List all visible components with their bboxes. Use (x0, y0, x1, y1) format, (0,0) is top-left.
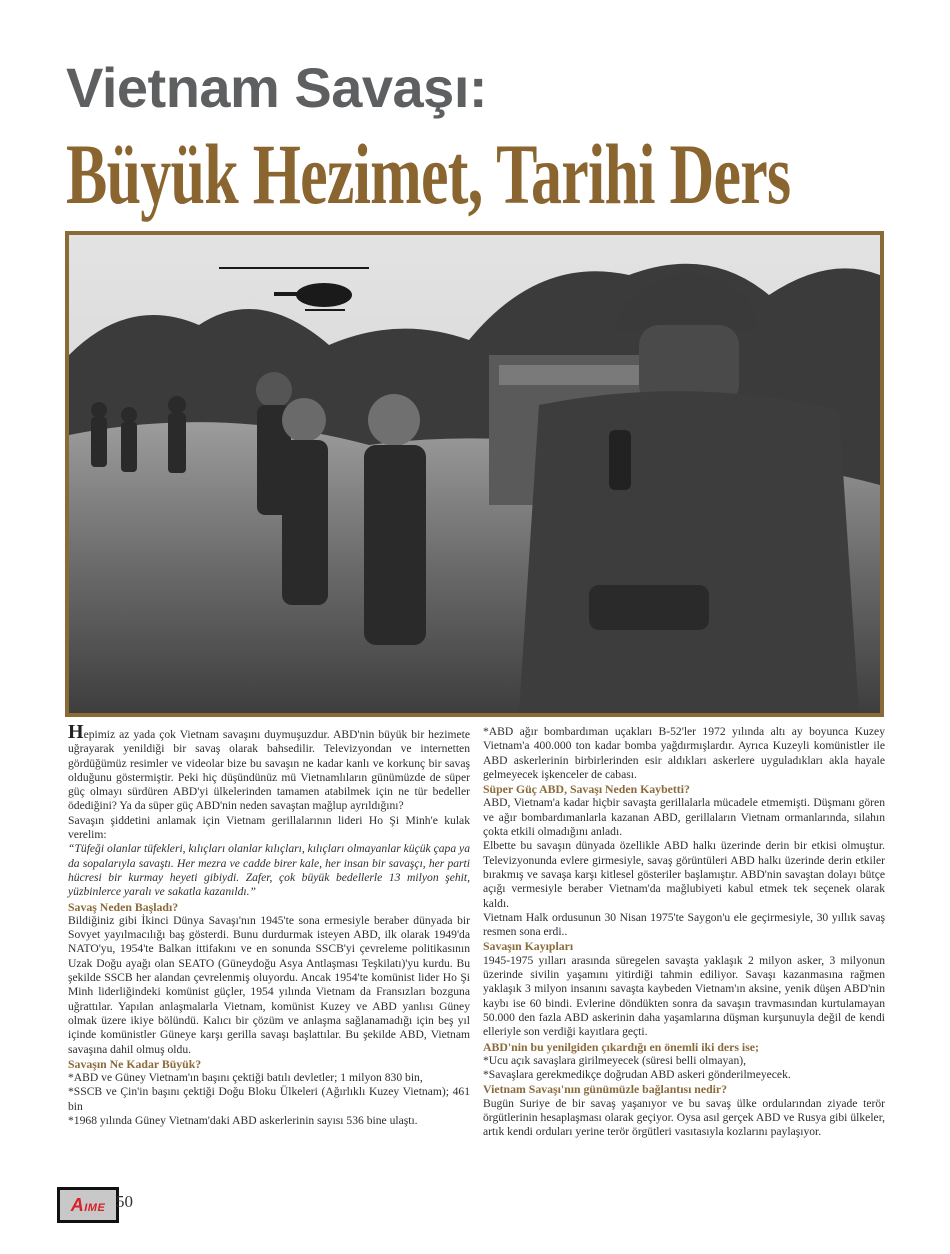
paragraph: Bugün Suriye de bir savaş yaşanıyor ve bu savaş ülke ordularından ziyade terör örgütlerinin hesaplaşması olarak geçiyor. Oysa asıl gerçek ABD ve Rusya gibi ülkeler, artık kendi orduları yerine terör örgütleri vasıtasıyla kozlarını paylaşıyor. (483, 1096, 885, 1139)
paragraph: Vietnam Halk ordusunun 30 Nisan 1975'te Saygon'u ele geçirmesiyle, 30 yıllık savaş resmen sona erdi.. (483, 910, 885, 939)
section-heading: ABD'nin bu yenilgiden çıkardığı en önemli iki ders ise; (483, 1039, 759, 1054)
ho-chi-minh-quote: “Tüfeği olanlar tüfekleri, kılıçları olanlar kılıçları, kılıçları olmayanlar küçük çapa ya da sopalarıyla savaştı. Her mezra ve cadde birer kale, her insan bir savaşçı, her parti hücresi bir kurmay heyeti gibiydi. Zafer, çok büyük bedellerle 13 milyon şehit, yüzbinlerce yaralı ve sakatla kazanıldı.” (68, 842, 470, 899)
article-title: Vietnam Savaşı: (66, 56, 488, 119)
section-heading: Savaşın Ne Kadar Büyük? (68, 1056, 202, 1071)
paragraph: Savaşın şiddetini anlamak için Vietnam gerillalarının lideri Ho Şi Minh'e kulak verelim: (68, 813, 470, 842)
list-item: *SSCB ve Çin'in başını çektiği Doğu Bloku Ülkeleri (Ağırlıklı Kuzey Vietnam); 461 bin (68, 1085, 470, 1113)
logo-text: IME (84, 1201, 106, 1214)
intro-text: epimiz az yada çok Vietnam savaşını duymuşuzdur. ABD'nin büyük bir hezimete uğrayarak yenildiği bir savaş olarak bahsedilir. Televizyondan ve internetten gördüğümüz resimler ve videolar bize bu savaşın ne kadar kanlı ve korkunç bir savaş olduğunu göstermiştir. Peki hiç düşündünüz mü Vietnamlıların günümüzde de süper güç olmayı sürdüren ABD'yi ülkelerinden tamamen atabilmek için ne tür bedeller ödediğini? Ya da süper güç ABD'nin neden savaştan mağlup ayrıldığını? (68, 728, 470, 813)
paragraph: 1945-1975 yılları arasında süregelen savaşta yaklaşık 2 milyon asker, 3 milyonun üzerinde sivilin yaşamını yitirdiği tahmin ediliyor. Savaşı kazanmasına rağmen yaklaşık 3 milyon insanını savaşta kaybeden Vietnam'ın aksine, yenik düşen ABD'nin kaybı ise 60 bindi. Evlerine döndükten sonra da savaşın travmasından kurtulamayan 50.000 den fazla ABD askerinin daha yaşamlarına düşman kurşunuyla değil de kendi elleriyle son verdiği kayıtlara geçti. (483, 953, 885, 1039)
list-item: *ABD ve Güney Vietnam'ın başını çektiği batılı devletler; 1 milyon 830 bin, (68, 1071, 423, 1085)
paragraph: Elbette bu savaşın dünyada özellikle ABD halkı üzerinde derin bir etkisi olmuştur. Televizyonunda evlere girmesiyle, savaş görüntüleri ABD halkı üzerinde derin etkiler bırakmış ve savaşa karşı kitlesel gösteriler başlamıştır. ABD'nin savaştan dolayı bütçe açığı vermesiyle beraber Vietnam'da mağlubiyeti kabul etmek tek seçenek olarak kaldı. (483, 839, 885, 910)
list-item: *ABD ağır bombardıman uçakları B-52'ler 1972 yılında altı ay boyunca Kuzey Vietnam'a 400.000 ton kadar bomba yağdırmışlardır. Ayrıca Kuzeyli komünistler ile ABD askerlerinin birbirlerinden esir aldıkları askerlere uyguladıkları akla hayale gelmeyecek işkenceler de cabası. (483, 725, 885, 781)
list-item: *Savaşlara gerekmedikçe doğrudan ABD askeri gönderilmeyecek. (483, 1068, 791, 1082)
vietnam-soldiers-photo (65, 231, 884, 717)
page-number: 50 (116, 1192, 133, 1211)
photo-illustration (69, 235, 880, 713)
list-item: *1968 yılında Güney Vietnam'daki ABD askerlerinin sayısı 536 bine ulaştı. (68, 1114, 418, 1128)
article-subtitle: Büyük Hezimet, Tarihi Ders (66, 126, 791, 222)
logo-letter: A (70, 1194, 85, 1215)
article-column-left (68, 721, 470, 1128)
drop-cap: H (68, 721, 84, 743)
list-item: *Ucu açık savaşlara girilmeyecek (süresi belli olmayan), (483, 1053, 747, 1067)
paragraph: ABD, Vietnam'a kadar hiçbir savaşta gerillalarla mücadele etmemişti. Düşmanı gören ve ağır bombardımanlarla kazanan ABD, gerillaların Vietnam ormanlarında, silahın çokta etkili olmadığını anladı. (483, 796, 885, 839)
section-heading: Savaşın Kayıpları (483, 939, 574, 954)
section-heading: Vietnam Savaşı'nın günümüzle bağlantısı nedir? (483, 1082, 728, 1097)
section-heading: Süper Güç ABD, Savaşı Neden Kaybetti? (483, 782, 690, 797)
paragraph: Bildiğiniz gibi İkinci Dünya Savaşı'nın 1945'te sona ermesiyle beraber dünyada bir Sovyet yayılmacılığı baş gösterdi. Bunu durdurmak isteyen ABD, ilk olarak 1949'da NATO'yu, 1954'te Balkan ittifakını ve en sonunda SSCB'yi çevreleme politikasının Uzak Doğu ayağı olan SEATO (Güneydoğu Asya Antlaşması Teşkilatı)'yu kurdu. Bu şekilde SSCB her alandan çevrelenmiş oluyordu. Ancak 1954'te komünist lider Ho Şi Minh liderliğindeki komünist güçler, 1954 yılında Vietnam da Fransızları bozguna uğrattılar. Yapılan anlaşmalarla Vietnam, komünist Kuzey ve ABD yanlısı Güney olmak üzere ikiye bölündü. Kalıcı bir çözüm ve anlaşma sağlanamadığı için beş yıl içinde komünistler Güneye karşı gerilla savaşı başlattılar. Bu şekilde ABD, Vietnam savaşına dahil olmuş oldu. (68, 913, 470, 1056)
article-column-right (483, 725, 885, 1140)
aime-logo (57, 1187, 119, 1223)
section-heading: Savaş Neden Başladı? (68, 899, 179, 914)
intro-paragraph (68, 721, 470, 814)
logo-wordmark (71, 1195, 106, 1216)
